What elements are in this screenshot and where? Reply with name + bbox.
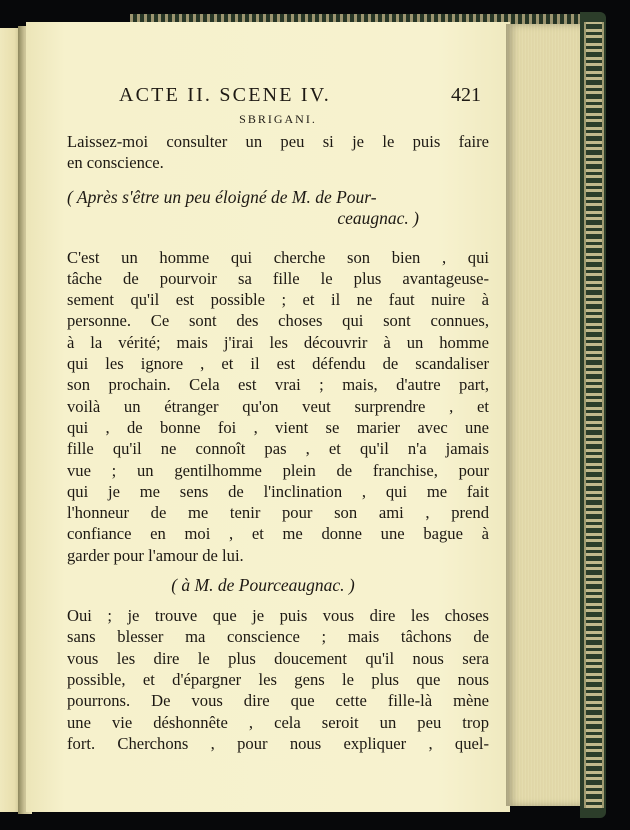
- text-line: garder pour l'amour de lui.: [67, 545, 244, 565]
- text-line: sement qu'il est possible ; et il ne faut nuire à: [67, 290, 489, 310]
- text-line: C'est un homme qui cherche son bien , qui: [67, 247, 489, 267]
- text-line: vue ; un gentilhomme plein de franchise, pour: [67, 460, 489, 480]
- text-line: voilà un étranger qu'on veut surprendre , et: [67, 396, 489, 416]
- paragraph: [67, 247, 489, 566]
- text-line: qui , de bonne foi , vient se marier avec une: [67, 417, 489, 437]
- text-line: confiance en moi , et me donne une bague à: [67, 524, 489, 544]
- text-line: une vie déshonnête , cela seroit un peu trop: [67, 712, 489, 732]
- page-edges: [506, 24, 580, 806]
- text-line: fort. Cherchons , pour nous expliquer , quel-: [67, 733, 489, 753]
- text-line: possible, et d'épargner les gens le plus que nous: [67, 669, 489, 689]
- paragraph: [67, 605, 489, 754]
- text-line: Laissez-moi consulter un peu si je le puis faire: [67, 132, 489, 151]
- book-cover-spine: [580, 12, 606, 818]
- gilt-border-ornament: [584, 22, 604, 808]
- text-line: vous les dire le plus doucement qu'il nous sera: [67, 648, 489, 668]
- text-line: qui je me sens de l'inclination , qui me fait: [67, 481, 489, 501]
- stage-direction: ( à M. de Pourceaugnac. ): [171, 575, 355, 596]
- stage-direction: [67, 187, 489, 229]
- stage-direction-line: ( Après s'être un peu éloigné de M. de Pour-: [67, 186, 377, 207]
- running-title: ACTE II. SCENE IV.: [119, 84, 332, 106]
- text-line: à la vérité; mais j'irai les découvrir à un homme: [67, 332, 489, 352]
- text-line: Oui ; je trouve que je puis vous dire les choses: [67, 606, 489, 626]
- text-line: qui les ignore , et il est défendu de scandaliser: [67, 354, 489, 374]
- text-line: tâche de pourvoir sa fille le plus avantageuse-: [67, 268, 489, 288]
- text-line: sans blesser ma conscience ; mais tâchons de: [67, 627, 489, 647]
- page-header: [67, 84, 489, 108]
- text-line: personne. Ce sont des choses qui sont connues,: [67, 311, 489, 331]
- intro-lines: [67, 131, 489, 174]
- page-number: 421: [451, 84, 481, 106]
- page-text-block: [67, 84, 489, 754]
- text-line: son prochain. Cela est vrai ; mais, d'autre part,: [67, 375, 489, 395]
- stage-direction-line: ceaugnac. ): [337, 207, 419, 228]
- text-line: en conscience.: [67, 153, 164, 173]
- speaker-name: SBRIGANI.: [239, 112, 317, 126]
- text-line: fille qu'il ne connoît pas , et qu'il n'a jamais: [67, 439, 489, 459]
- text-line: pourrons. De vous dire que cette fille-là mène: [67, 691, 489, 711]
- text-line: l'honneur de me tenir pour son ami , prend: [67, 503, 489, 523]
